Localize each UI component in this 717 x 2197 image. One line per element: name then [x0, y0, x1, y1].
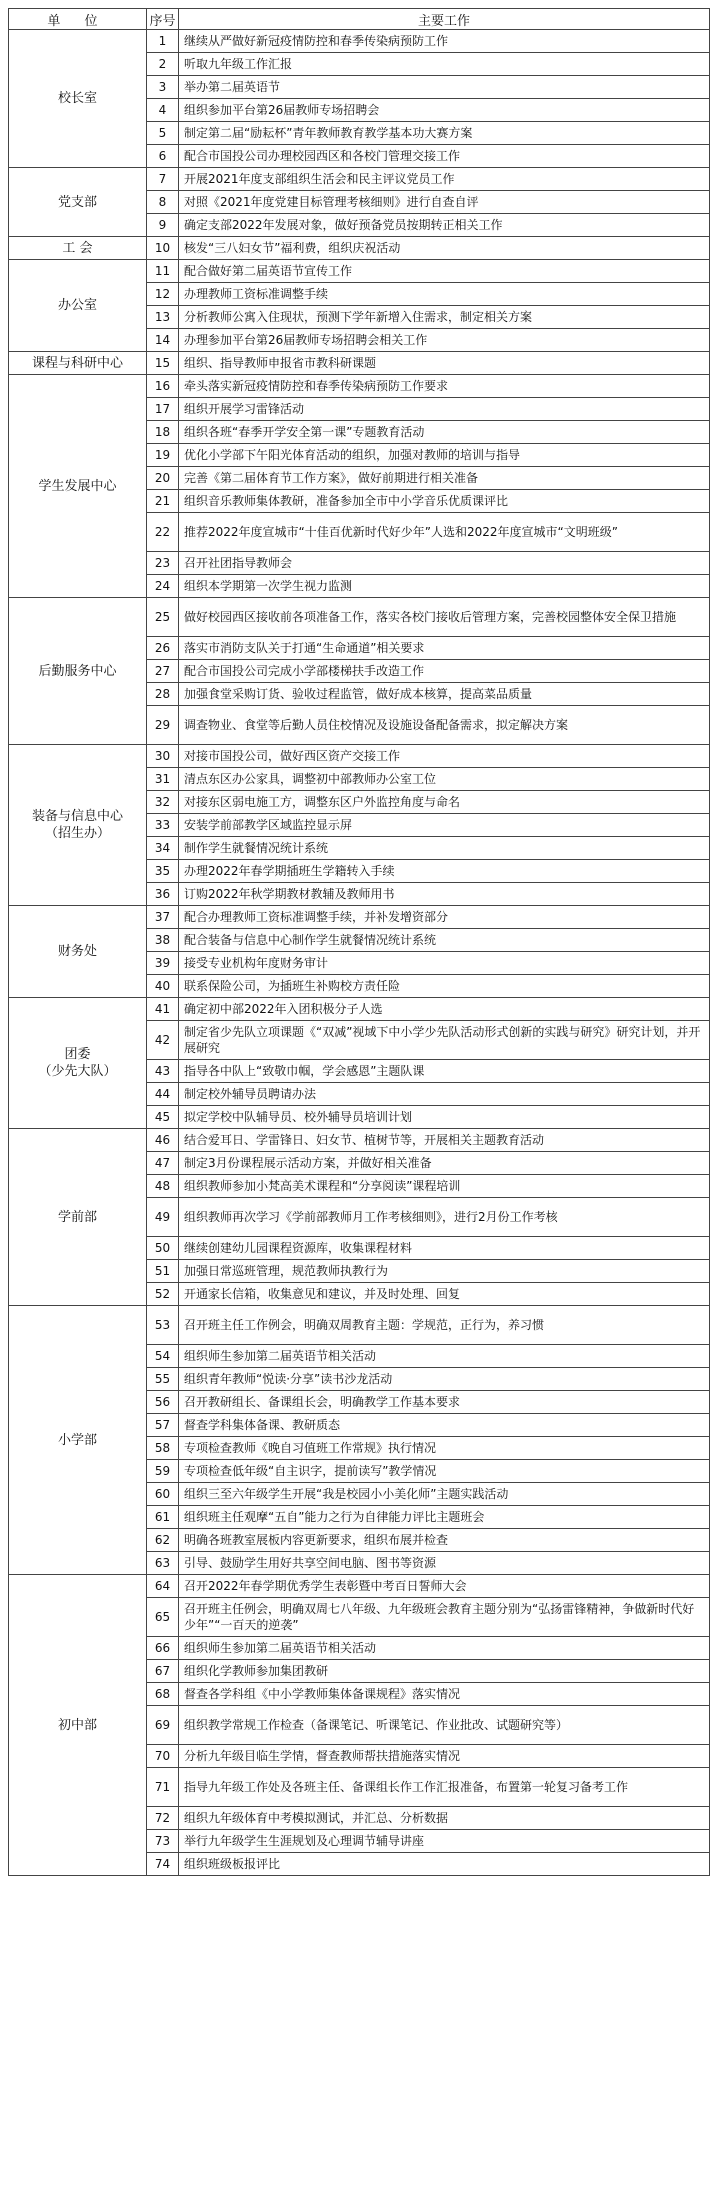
seq-number: 11 — [147, 260, 179, 283]
seq-number: 16 — [147, 375, 179, 398]
seq-number: 48 — [147, 1175, 179, 1198]
seq-number: 52 — [147, 1283, 179, 1306]
department-cell — [9, 237, 147, 260]
department-cell — [9, 998, 147, 1129]
seq-number: 66 — [147, 1637, 179, 1660]
header-unit: 单 位 — [9, 9, 147, 30]
department-cell — [9, 168, 147, 237]
table-row — [9, 998, 710, 1021]
task-text: 推荐2022年度宣城市“十佳百优新时代好少年”人选和2022年度宣城市“文明班级” — [179, 513, 710, 552]
seq-number: 4 — [147, 99, 179, 122]
task-text: 接受专业机构年度财务审计 — [179, 952, 710, 975]
task-text: 办理教师工资标准调整手续 — [179, 283, 710, 306]
task-text: 结合爱耳日、学雷锋日、妇女节、植树节等，开展相关主题教育活动 — [179, 1129, 710, 1152]
seq-number: 1 — [147, 30, 179, 53]
table-row — [9, 906, 710, 929]
seq-number: 24 — [147, 575, 179, 598]
task-text: 听取九年级工作汇报 — [179, 53, 710, 76]
seq-number: 73 — [147, 1830, 179, 1853]
seq-number: 47 — [147, 1152, 179, 1175]
task-text: 制定第二届“励耘杯”青年教师教育教学基本功大赛方案 — [179, 122, 710, 145]
task-text: 组织师生参加第二届英语节相关活动 — [179, 1637, 710, 1660]
department-cell — [9, 906, 147, 998]
task-text: 组织化学教师参加集团教研 — [179, 1660, 710, 1683]
task-text: 专项检查教师《晚自习值班工作常规》执行情况 — [179, 1437, 710, 1460]
seq-number: 67 — [147, 1660, 179, 1683]
department-cell — [9, 1575, 147, 1876]
table-row — [9, 1575, 710, 1598]
task-text: 召开教研组长、备课组长会，明确教学工作基本要求 — [179, 1391, 710, 1414]
seq-number: 18 — [147, 421, 179, 444]
task-text: 安装学前部教学区域监控显示屏 — [179, 814, 710, 837]
task-text: 组织本学期第一次学生视力监测 — [179, 575, 710, 598]
seq-number: 10 — [147, 237, 179, 260]
work-plan-sheet — [8, 8, 709, 1876]
department-name: 学前部 — [57, 1209, 97, 1225]
seq-number: 31 — [147, 768, 179, 791]
seq-number: 21 — [147, 490, 179, 513]
task-text: 制定3月份课程展示活动方案，并做好相关准备 — [179, 1152, 710, 1175]
department-name: 后勤服务中心 — [38, 663, 117, 679]
task-text: 组织各班“春季开学安全第一课”专题教育活动 — [179, 421, 710, 444]
task-text: 组织班主任观摩“五自”能力之行为自律能力评比主题班会 — [179, 1506, 710, 1529]
seq-number: 69 — [147, 1706, 179, 1745]
table-row — [9, 237, 710, 260]
task-text: 组织参加平台第26届教师专场招聘会 — [179, 99, 710, 122]
task-text: 调查物业、食堂等后勤人员住校情况及设施设备配备需求，拟定解决方案 — [179, 706, 710, 745]
seq-number: 70 — [147, 1745, 179, 1768]
task-text: 督查各学科组《中小学教师集体备课规程》落实情况 — [179, 1683, 710, 1706]
seq-number: 27 — [147, 660, 179, 683]
seq-number: 45 — [147, 1106, 179, 1129]
seq-number: 29 — [147, 706, 179, 745]
task-text: 组织教师再次学习《学前部教师月工作考核细则》，进行2月份工作考核 — [179, 1198, 710, 1237]
department-name-line2: （少先大队） — [38, 1064, 117, 1079]
seq-number: 15 — [147, 352, 179, 375]
task-text: 分析教师公寓入住现状，预测下学年新增入住需求，制定相关方案 — [179, 306, 710, 329]
table-row — [9, 352, 710, 375]
seq-number: 3 — [147, 76, 179, 99]
task-text: 组织开展学习雷锋活动 — [179, 398, 710, 421]
table-row — [9, 260, 710, 283]
task-text: 订购2022年秋学期教材教辅及教师用书 — [179, 883, 710, 906]
seq-number: 44 — [147, 1083, 179, 1106]
task-text: 引导、鼓励学生用好共享空间电脑、图书等资源 — [179, 1552, 710, 1575]
seq-number: 58 — [147, 1437, 179, 1460]
department-cell — [9, 598, 147, 745]
seq-number: 54 — [147, 1345, 179, 1368]
seq-number: 7 — [147, 168, 179, 191]
seq-number: 8 — [147, 191, 179, 214]
department-cell — [9, 352, 147, 375]
task-text: 继续从严做好新冠疫情防控和春季传染病预防工作 — [179, 30, 710, 53]
seq-number: 34 — [147, 837, 179, 860]
department-cell — [9, 30, 147, 168]
task-text: 办理2022年春学期插班生学籍转入手续 — [179, 860, 710, 883]
seq-number: 28 — [147, 683, 179, 706]
seq-number: 36 — [147, 883, 179, 906]
task-text: 确定支部2022年发展对象，做好预备党员按期转正相关工作 — [179, 214, 710, 237]
seq-number: 9 — [147, 214, 179, 237]
seq-number: 56 — [147, 1391, 179, 1414]
department-name: 党支部 — [57, 194, 97, 210]
department-name: 课程与科研中心 — [31, 355, 123, 371]
department-cell — [9, 745, 147, 906]
task-text: 优化小学部下午阳光体育活动的组织，加强对教师的培训与指导 — [179, 444, 710, 467]
seq-number: 32 — [147, 791, 179, 814]
seq-number: 74 — [147, 1853, 179, 1876]
task-text: 制定省少先队立项课题《“双减”视域下中小学少先队活动形式创新的实践与研究》研究计划，并开展研究 — [179, 1021, 710, 1060]
task-text: 加强食堂采购订货、验收过程监管，做好成本核算，提高菜品质量 — [179, 683, 710, 706]
seq-number: 46 — [147, 1129, 179, 1152]
table-row — [9, 168, 710, 191]
seq-number: 40 — [147, 975, 179, 998]
department-name-line1: 装备与信息中心 — [31, 809, 123, 824]
task-text: 组织、指导教师申报省市教科研课题 — [179, 352, 710, 375]
task-text: 举办第二届英语节 — [179, 76, 710, 99]
task-text: 组织班级板报评比 — [179, 1853, 710, 1876]
seq-number: 59 — [147, 1460, 179, 1483]
table-row — [9, 745, 710, 768]
task-text: 指导各中队上“致敬巾帼，学会感恩”主题队课 — [179, 1060, 710, 1083]
seq-number: 60 — [147, 1483, 179, 1506]
task-text: 专项检查低年级“自主识字，提前读写”教学情况 — [179, 1460, 710, 1483]
task-text: 召开班主任例会，明确双周七八年级、九年级班会教育主题分别为“弘扬雷锋精神，争做新时代好少年”“一百天的逆袭” — [179, 1598, 710, 1637]
seq-number: 23 — [147, 552, 179, 575]
department-cell — [9, 375, 147, 598]
task-text: 对接东区弱电施工方，调整东区户外监控角度与命名 — [179, 791, 710, 814]
task-text: 召开班主任工作例会，明确双周教育主题：学规范，正行为，养习惯 — [179, 1306, 710, 1345]
seq-number: 17 — [147, 398, 179, 421]
task-text: 配合做好第二届英语节宣传工作 — [179, 260, 710, 283]
task-text: 办理参加平台第26届教师专场招聘会相关工作 — [179, 329, 710, 352]
department-name: 初中部 — [57, 1717, 97, 1733]
seq-number: 65 — [147, 1598, 179, 1637]
table-row — [9, 375, 710, 398]
seq-number: 49 — [147, 1198, 179, 1237]
task-text: 分析九年级目临生学情，督查教师帮扶措施落实情况 — [179, 1745, 710, 1768]
seq-number: 62 — [147, 1529, 179, 1552]
seq-number: 25 — [147, 598, 179, 637]
task-text: 组织九年级体育中考模拟测试，并汇总、分析数据 — [179, 1807, 710, 1830]
department-name: 财务处 — [57, 944, 97, 959]
seq-number: 13 — [147, 306, 179, 329]
department-cell — [9, 260, 147, 352]
task-text: 组织师生参加第二届英语节相关活动 — [179, 1345, 710, 1368]
header-row — [9, 9, 710, 30]
seq-number: 51 — [147, 1260, 179, 1283]
task-text: 制作学生就餐情况统计系统 — [179, 837, 710, 860]
seq-number: 6 — [147, 145, 179, 168]
header-work: 主要工作 — [179, 9, 710, 30]
department-name: 小学部 — [57, 1432, 97, 1448]
seq-number: 20 — [147, 467, 179, 490]
seq-number: 26 — [147, 637, 179, 660]
task-text: 明确各班教室展板内容更新要求，组织布展并检查 — [179, 1529, 710, 1552]
seq-number: 12 — [147, 283, 179, 306]
task-text: 制定校外辅导员聘请办法 — [179, 1083, 710, 1106]
seq-number: 41 — [147, 998, 179, 1021]
task-text: 做好校园西区接收前各项准备工作，落实各校门接收后管理方案，完善校园整体安全保卫措施 — [179, 598, 710, 637]
seq-number: 35 — [147, 860, 179, 883]
task-text: 配合办理教师工资标准调整手续，并补发增资部分 — [179, 906, 710, 929]
task-text: 对照《2021年度党建目标管理考核细则》进行自查自评 — [179, 191, 710, 214]
task-text: 组织教学常规工作检查（备课笔记、听课笔记、作业批改、试题研究等） — [179, 1706, 710, 1745]
seq-number: 5 — [147, 122, 179, 145]
task-text: 配合市国投公司完成小学部楼梯扶手改造工作 — [179, 660, 710, 683]
task-text: 联系保险公司，为插班生补购校方责任险 — [179, 975, 710, 998]
seq-number: 72 — [147, 1807, 179, 1830]
seq-number: 38 — [147, 929, 179, 952]
department-cell — [9, 1306, 147, 1575]
seq-number: 39 — [147, 952, 179, 975]
department-name: 办公室 — [57, 298, 97, 313]
department-cell — [9, 1129, 147, 1306]
table-row — [9, 30, 710, 53]
task-text: 举行九年级学生生涯规划及心理调节辅导讲座 — [179, 1830, 710, 1853]
seq-number: 50 — [147, 1237, 179, 1260]
task-text: 组织教师参加小梵高美术课程和“分享阅读”课程培训 — [179, 1175, 710, 1198]
seq-number: 55 — [147, 1368, 179, 1391]
task-text: 核发“三八妇女节”福利费，组织庆祝活动 — [179, 237, 710, 260]
seq-number: 42 — [147, 1021, 179, 1060]
task-text: 督查学科集体备课、教研质态 — [179, 1414, 710, 1437]
task-text: 牵头落实新冠疫情防控和春季传染病预防工作要求 — [179, 375, 710, 398]
task-text: 继续创建幼儿园课程资源库，收集课程材料 — [179, 1237, 710, 1260]
seq-number: 33 — [147, 814, 179, 837]
task-text: 开展2021年度支部组织生活会和民主评议党员工作 — [179, 168, 710, 191]
department-name: 工 会 — [62, 240, 93, 256]
department-name: 校长室 — [57, 91, 97, 106]
work-plan-table — [8, 8, 710, 1876]
seq-number: 43 — [147, 1060, 179, 1083]
seq-number: 30 — [147, 745, 179, 768]
task-text: 开通家长信箱，收集意见和建议，并及时处理、回复 — [179, 1283, 710, 1306]
department-name: 学生发展中心 — [38, 478, 117, 494]
task-text: 拟定学校中队辅导员、校外辅导员培训计划 — [179, 1106, 710, 1129]
department-name-line1: 团委 — [64, 1047, 91, 1062]
task-text: 配合装备与信息中心制作学生就餐情况统计系统 — [179, 929, 710, 952]
task-text: 确定初中部2022年入团积极分子人选 — [179, 998, 710, 1021]
seq-number: 61 — [147, 1506, 179, 1529]
table-row — [9, 1129, 710, 1152]
table-row — [9, 598, 710, 637]
task-text: 召开2022年春学期优秀学生表彰暨中考百日誓师大会 — [179, 1575, 710, 1598]
department-name-line2: （招生办） — [44, 826, 110, 841]
seq-number: 19 — [147, 444, 179, 467]
task-text: 加强日常巡班管理，规范教师执教行为 — [179, 1260, 710, 1283]
task-text: 指导九年级工作处及各班主任、备课组长作工作汇报准备，布置第一轮复习备考工作 — [179, 1768, 710, 1807]
task-text: 完善《第二届体育节工作方案》，做好前期进行相关准备 — [179, 467, 710, 490]
seq-number: 63 — [147, 1552, 179, 1575]
seq-number: 68 — [147, 1683, 179, 1706]
table-row — [9, 1306, 710, 1345]
table-body — [9, 30, 710, 1876]
task-text: 落实市消防支队关于打通“生命通道”相关要求 — [179, 637, 710, 660]
seq-number: 22 — [147, 513, 179, 552]
task-text: 组织三至六年级学生开展“我是校园小小美化师”主题实践活动 — [179, 1483, 710, 1506]
header-seq: 序号 — [147, 9, 179, 30]
seq-number: 14 — [147, 329, 179, 352]
seq-number: 2 — [147, 53, 179, 76]
seq-number: 37 — [147, 906, 179, 929]
task-text: 对接市国投公司，做好西区资产交接工作 — [179, 745, 710, 768]
seq-number: 71 — [147, 1768, 179, 1807]
task-text: 组织青年教师“悦读·分享”读书沙龙活动 — [179, 1368, 710, 1391]
task-text: 召开社团指导教师会 — [179, 552, 710, 575]
seq-number: 53 — [147, 1306, 179, 1345]
task-text: 清点东区办公家具，调整初中部教师办公室工位 — [179, 768, 710, 791]
seq-number: 64 — [147, 1575, 179, 1598]
task-text: 配合市国投公司办理校园西区和各校门管理交接工作 — [179, 145, 710, 168]
task-text: 组织音乐教师集体教研，准备参加全市中小学音乐优质课评比 — [179, 490, 710, 513]
seq-number: 57 — [147, 1414, 179, 1437]
